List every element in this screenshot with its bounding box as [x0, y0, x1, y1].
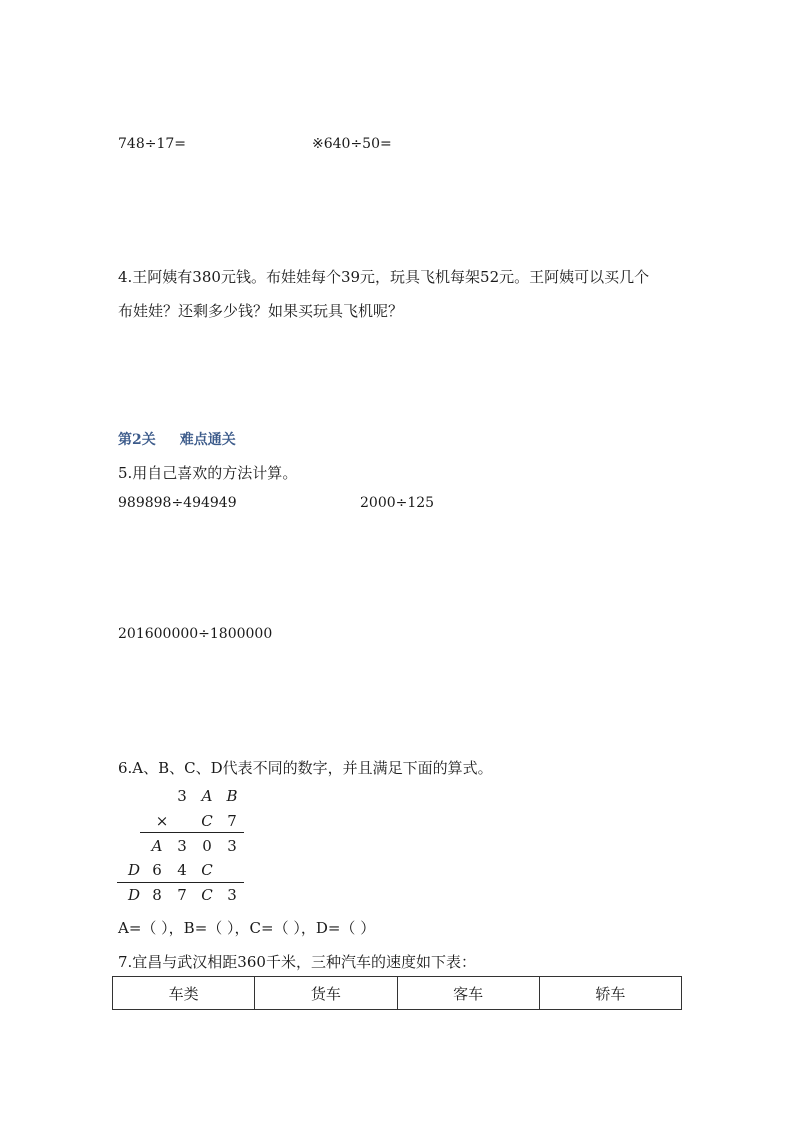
vm-digit: D: [127, 886, 141, 904]
vm-digit: A: [201, 787, 213, 805]
section-part-label: 第2关: [118, 432, 156, 448]
table-header-cell: 车类: [113, 977, 255, 1010]
vertical-multiplication: [112, 786, 252, 908]
q5-expression-b: 2000÷125: [360, 495, 435, 511]
vm-digit: 0: [202, 837, 212, 855]
table-header-cell: 客车: [397, 977, 539, 1010]
vm-digit: D: [127, 861, 141, 879]
vm-digit: 6: [152, 861, 162, 879]
vm-digit: C: [201, 886, 213, 904]
vm-digit: A: [151, 837, 163, 855]
table-header-row: [113, 977, 682, 1010]
vm-digit: B: [226, 787, 238, 805]
table-header-cell: 轿车: [539, 977, 681, 1010]
q3-expression-b: ※640÷50=: [312, 136, 392, 152]
vm-rule-line: [117, 882, 244, 883]
q3-expression-a: 748÷17=: [118, 136, 186, 152]
vm-times-sign: ×: [155, 812, 169, 830]
q5-expression-c: 201600000÷1800000: [118, 626, 273, 642]
vm-digit: C: [201, 812, 213, 830]
section-heading: [118, 429, 236, 449]
vm-digit: 3: [177, 787, 187, 805]
q4-line-1: 4.王阿姨有380元钱。布娃娃每个39元，玩具飞机每架52元。王阿姨可以买几个: [118, 268, 650, 286]
q5-prompt: 5.用自己喜欢的方法计算。: [118, 464, 298, 482]
q7-prompt: 7.宜昌与武汉相距360千米，三种汽车的速度如下表：: [118, 953, 476, 971]
vm-digit: 3: [227, 837, 237, 855]
q4-line-2: 布娃娃？还剩多少钱？如果买玩具飞机呢？: [118, 302, 404, 320]
section-title: 难点通关: [179, 432, 236, 448]
vm-digit: 7: [227, 812, 237, 830]
vm-digit: 7: [177, 886, 187, 904]
vm-rule-line: [140, 832, 244, 833]
q6-answer-blanks: A=（ ），B=（ ），C=（ ），D=（ ）: [118, 919, 376, 937]
vm-digit: 4: [177, 861, 187, 879]
q6-prompt: 6.A、B、C、D代表不同的数字，并且满足下面的算式。: [118, 759, 493, 777]
vm-digit: C: [201, 861, 213, 879]
vm-digit: 3: [227, 886, 237, 904]
vm-digit: 3: [177, 837, 187, 855]
speed-table: [112, 976, 682, 1010]
table-header-cell: 货车: [255, 977, 397, 1010]
vm-digit: 8: [152, 886, 162, 904]
q5-expression-a: 989898÷494949: [118, 495, 237, 511]
